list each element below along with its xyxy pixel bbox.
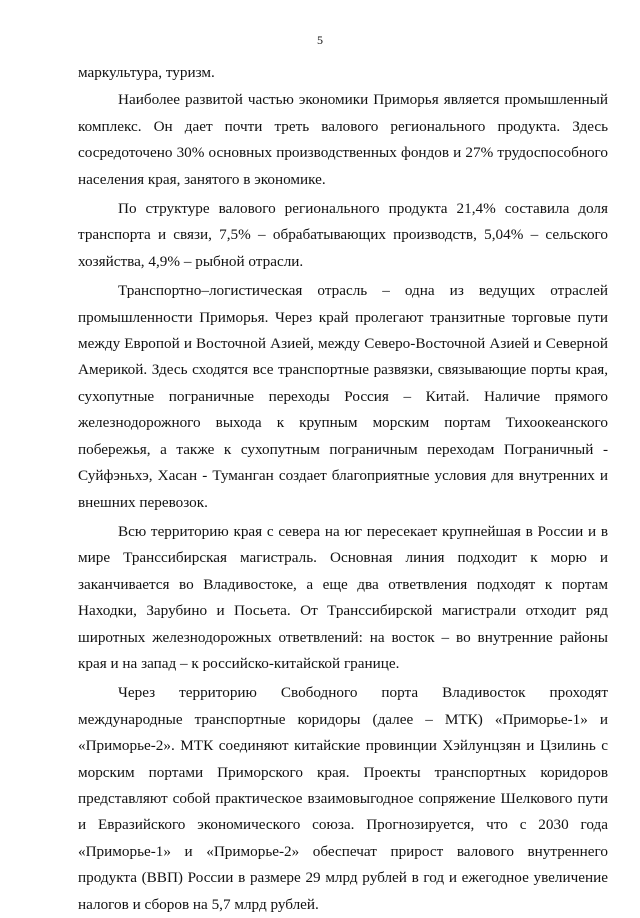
paragraph-continuation: маркультура, туризм. (78, 64, 215, 81)
page-body (78, 60, 608, 918)
paragraph-transport-logistics: Транспортно–логистическая отрасль – одна из ведущих отраслей промышленности Приморья. Через край пролегают транзитные торговые пути между Европой и Восточной Азией, между Северо-Восточной Азией и Северной Америкой. Здесь сходятся все транспортные развязки, связывающие порты края, сухопутные пограничные переходы Россия – Китай. Наличие прямого железнодорожного выхода к крупным морским портам Тихоокеанского побережья, а также к сухопутным пограничным переходам Пограничный - Суйфэньхэ, Хасан - Туманган создает благоприятные условия для внутренних и внешних перевозок. (78, 282, 608, 511)
paragraph-trans-siberian: Всю территорию края с севера на юг пересекает крупнейшая в России и в мире Транссибирская магистраль. Основная линия подходит к морю и заканчивается во Владивостоке, а еще два ответвления подходят к портам Находки, Зарубино и Посьета. От Транссибирской магистрали отходит ряд широтных железнодорожных ответвлений: на восток – во внутренние районы края и на запад – к российско-китайской границе. (78, 522, 608, 672)
paragraph-grp-structure: По структуре валового регионального продукта 21,4% составила доля транспорта и связи, 7,5% – обрабатывающих производств, 5,04% – сельского хозяйства, 4,9% – рыбной отрасли. (78, 200, 608, 270)
paragraph-industry: Наиболее развитой частью экономики Приморья является промышленный комплекс. Он дает почти треть валового регионального продукта. Здесь сосредоточено 30% основных производственных фондов и 27% трудоспособного населения края, занятого в экономике. (78, 91, 608, 188)
paragraph-transport-corridors: Через территорию Свободного порта Владивосток проходят международные транспортные коридоры (далее – МТК) «Приморье-1» и «Приморье-2». МТК соединяют китайские провинции Хэйлунцзян и Цзилинь с морским портами Приморского края. Проекты транспортных коридоров представляют собой практическое взаимовыгодное сопряжение Шелкового пути и Евразийского экономического союза. Прогнозируется, что с 2030 года «Приморье-1» и «Приморье-2» обеспечат прирост валового внутреннего продукта (ВВП) России в размере 29 млрд рублей в год и ежегодное увеличение налогов и сборов на 5,7 млрд рублей. (78, 684, 608, 913)
page-number: 5 (317, 33, 323, 47)
